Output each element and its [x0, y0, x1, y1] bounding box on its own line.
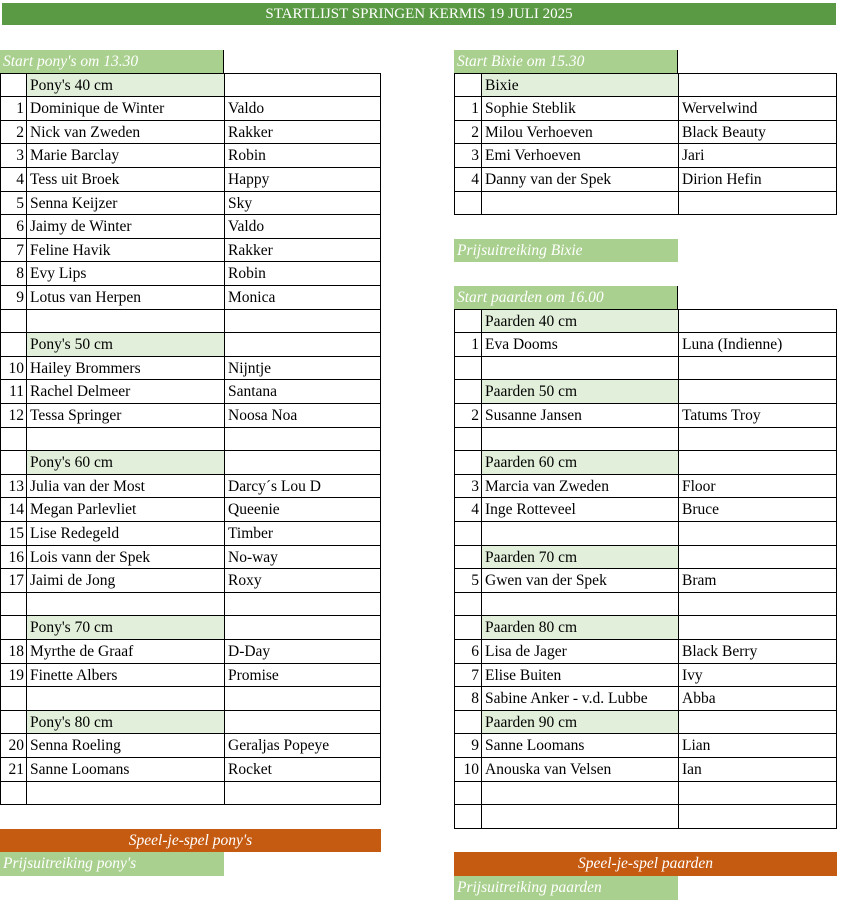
- table-row: [0, 262, 381, 286]
- category-row: [454, 380, 837, 404]
- start-number: 8: [454, 687, 481, 711]
- blank-cell: [678, 192, 837, 216]
- start-paarden-header-label: Start paarden om 16.00: [454, 286, 678, 310]
- blank-cell: [0, 687, 26, 711]
- horse-name: D-Day: [224, 640, 381, 664]
- table-row: [0, 734, 381, 758]
- num-cell: [454, 380, 481, 404]
- blank-cell: [481, 782, 678, 806]
- table-row: [454, 758, 837, 782]
- rider-name: Julia van der Most: [26, 475, 224, 499]
- blank-row: [0, 428, 381, 452]
- rider-name: Myrthe de Graaf: [26, 640, 224, 664]
- rider-name: Susanne Jansen: [481, 404, 678, 428]
- category-row: [0, 711, 381, 735]
- blank-cell: [224, 333, 381, 357]
- horse-name: Tatums Troy: [678, 404, 837, 428]
- blank-cell: [678, 74, 837, 98]
- start-number: 6: [0, 215, 26, 239]
- speel-paarden-bar: [454, 852, 837, 876]
- category-label: Paarden 40 cm: [481, 310, 678, 334]
- category-label: Pony's 50 cm: [26, 333, 224, 357]
- start-number: 3: [0, 144, 26, 168]
- horse-name: Bram: [678, 569, 837, 593]
- table-row: [0, 758, 381, 782]
- start-number: 1: [454, 97, 481, 121]
- blank-cell: [26, 310, 224, 334]
- table-row: [0, 546, 381, 570]
- rider-name: Marcia van Zweden: [481, 475, 678, 499]
- table-row: [0, 121, 381, 145]
- num-cell: [454, 310, 481, 334]
- rider-name: Lotus van Herpen: [26, 286, 224, 310]
- table-row: [454, 168, 837, 192]
- horse-name: Valdo: [224, 97, 381, 121]
- blank-cell: [678, 782, 837, 806]
- num-cell: [454, 74, 481, 98]
- num-cell: [0, 616, 26, 640]
- horse-name: Valdo: [224, 215, 381, 239]
- start-number: 3: [454, 144, 481, 168]
- blank-row: [0, 782, 381, 806]
- horse-name: Wervelwind: [678, 97, 837, 121]
- rider-name: Marie Barclay: [26, 144, 224, 168]
- table-row: [454, 569, 837, 593]
- table-row: [0, 498, 381, 522]
- start-paarden-header: [454, 286, 678, 310]
- blank-cell: [0, 593, 26, 617]
- category-label: Bixie: [481, 74, 678, 98]
- blank-row: [0, 310, 381, 334]
- rider-name: Senna Roeling: [26, 734, 224, 758]
- table-row: [0, 569, 381, 593]
- category-label: Pony's 80 cm: [26, 711, 224, 735]
- category-row: [454, 451, 837, 475]
- table-row: [0, 475, 381, 499]
- category-row: [0, 616, 381, 640]
- start-number: 18: [0, 640, 26, 664]
- rider-name: Megan Parlevliet: [26, 498, 224, 522]
- blank-cell: [678, 711, 837, 735]
- blank-cell: [678, 357, 837, 381]
- horse-name: Happy: [224, 168, 381, 192]
- category-label: Pony's 60 cm: [26, 451, 224, 475]
- page-title: STARTLIJST SPRINGEN KERMIS 19 JULI 2025: [2, 3, 836, 25]
- table-row: [454, 404, 837, 428]
- category-label: Paarden 50 cm: [481, 380, 678, 404]
- horse-name: Nijntje: [224, 357, 381, 381]
- category-row: [0, 74, 381, 98]
- start-number: 12: [0, 404, 26, 428]
- speel-ponies-bar: [0, 829, 381, 853]
- horse-name: Darcy´s Lou D: [224, 475, 381, 499]
- horse-name: Robin: [224, 262, 381, 286]
- start-number: 20: [0, 734, 26, 758]
- rider-name: Tess uit Broek: [26, 168, 224, 192]
- blank-cell: [224, 616, 381, 640]
- rider-name: Dominique de Winter: [26, 97, 224, 121]
- rider-name: Inge Rotteveel: [481, 498, 678, 522]
- blank-row: [454, 593, 837, 617]
- start-number: 4: [0, 168, 26, 192]
- blank-cell: [678, 522, 837, 546]
- rider-name: Elise Buiten: [481, 664, 678, 688]
- blank-cell: [454, 805, 481, 829]
- table-row: [454, 498, 837, 522]
- blank-cell: [224, 310, 381, 334]
- blank-cell: [224, 711, 381, 735]
- table-row: [454, 333, 837, 357]
- table-row: [454, 734, 837, 758]
- num-cell: [0, 74, 26, 98]
- horse-name: Abba: [678, 687, 837, 711]
- table-row: [0, 192, 381, 216]
- table-row: [454, 640, 837, 664]
- table-row: [454, 475, 837, 499]
- start-number: 8: [0, 262, 26, 286]
- horse-name: No-way: [224, 546, 381, 570]
- rider-name: Anouska van Velsen: [481, 758, 678, 782]
- rider-name: Gwen van der Spek: [481, 569, 678, 593]
- rider-name: Jaimy de Winter: [26, 215, 224, 239]
- blank-cell: [26, 428, 224, 452]
- blank-cell: [26, 687, 224, 711]
- start-number: 5: [0, 192, 26, 216]
- blank-cell: [481, 805, 678, 829]
- rider-name: Evy Lips: [26, 262, 224, 286]
- start-number: 15: [0, 522, 26, 546]
- horse-name: Luna (Indienne): [678, 333, 837, 357]
- table-row: [0, 168, 381, 192]
- rider-name: Jaimi de Jong: [26, 569, 224, 593]
- blank-row: [0, 687, 381, 711]
- category-label: Paarden 90 cm: [481, 711, 678, 735]
- start-number: 2: [454, 404, 481, 428]
- rider-name: Lois vann der Spek: [26, 546, 224, 570]
- start-number: 14: [0, 498, 26, 522]
- prijs-ponies-bar: [0, 852, 224, 876]
- blank-cell: [481, 357, 678, 381]
- blank-cell: [224, 782, 381, 806]
- start-number: 6: [454, 640, 481, 664]
- horse-name: Ian: [678, 758, 837, 782]
- speel-paarden-label: Speel-je-spel paarden: [454, 852, 837, 876]
- horse-name: Bruce: [678, 498, 837, 522]
- category-label: Paarden 60 cm: [481, 451, 678, 475]
- rider-name: Sophie Steblik: [481, 97, 678, 121]
- start-number: 2: [454, 121, 481, 145]
- horse-name: Rakker: [224, 121, 381, 145]
- table-row: [454, 687, 837, 711]
- start-number: 16: [0, 546, 26, 570]
- start-number: 4: [454, 498, 481, 522]
- horse-name: Timber: [224, 522, 381, 546]
- horse-name: Geraljas Popeye: [224, 734, 381, 758]
- blank-cell: [0, 428, 26, 452]
- rider-name: Hailey Brommers: [26, 357, 224, 381]
- blank-cell: [454, 192, 481, 216]
- category-row: [0, 451, 381, 475]
- blank-cell: [26, 782, 224, 806]
- table-row: [0, 380, 381, 404]
- table-row: [454, 97, 837, 121]
- rider-name: Sanne Loomans: [481, 734, 678, 758]
- category-row: [454, 616, 837, 640]
- horse-name: Santana: [224, 380, 381, 404]
- prijs-ponies-label: Prijsuitreiking pony's: [0, 852, 224, 876]
- table-row: [0, 286, 381, 310]
- blank-cell: [224, 74, 381, 98]
- horse-name: Queenie: [224, 498, 381, 522]
- blank-row: [454, 428, 837, 452]
- blank-cell: [454, 522, 481, 546]
- category-row: [0, 333, 381, 357]
- table-row: [0, 239, 381, 263]
- horse-name: Floor: [678, 475, 837, 499]
- blank-row: [454, 192, 837, 216]
- num-cell: [454, 451, 481, 475]
- num-cell: [0, 333, 26, 357]
- start-number: 7: [454, 664, 481, 688]
- horse-name: Rocket: [224, 758, 381, 782]
- blank-cell: [224, 451, 381, 475]
- category-label: Paarden 70 cm: [481, 546, 678, 570]
- start-number: 10: [454, 758, 481, 782]
- num-cell: [454, 616, 481, 640]
- horse-name: Lian: [678, 734, 837, 758]
- blank-cell: [0, 782, 26, 806]
- rider-name: Rachel Delmeer: [26, 380, 224, 404]
- category-label: Pony's 40 cm: [26, 74, 224, 98]
- horse-name: Monica: [224, 286, 381, 310]
- table-row: [0, 215, 381, 239]
- start-number: 10: [0, 357, 26, 381]
- blank-cell: [224, 593, 381, 617]
- rider-name: Lise Redegeld: [26, 522, 224, 546]
- blank-cell: [481, 192, 678, 216]
- blank-row: [454, 357, 837, 381]
- num-cell: [0, 711, 26, 735]
- blank-cell: [224, 428, 381, 452]
- horse-name: Rakker: [224, 239, 381, 263]
- start-number: 5: [454, 569, 481, 593]
- start-number: 1: [0, 97, 26, 121]
- rider-name: Milou Verhoeven: [481, 121, 678, 145]
- table-row: [454, 664, 837, 688]
- start-bixie-header: [454, 50, 678, 74]
- category-label: Pony's 70 cm: [26, 616, 224, 640]
- blank-cell: [454, 428, 481, 452]
- blank-cell: [481, 428, 678, 452]
- category-row: [454, 546, 837, 570]
- blank-cell: [678, 310, 837, 334]
- num-cell: [454, 546, 481, 570]
- rider-name: Emi Verhoeven: [481, 144, 678, 168]
- blank-row: [454, 805, 837, 829]
- horse-name: Roxy: [224, 569, 381, 593]
- prijs-bixie-label: Prijsuitreiking Bixie: [454, 239, 678, 263]
- speel-ponies-label: Speel-je-spel pony's: [0, 829, 381, 853]
- start-number: 9: [0, 286, 26, 310]
- table-row: [454, 121, 837, 145]
- category-row: [454, 711, 837, 735]
- horse-name: Robin: [224, 144, 381, 168]
- blank-cell: [678, 451, 837, 475]
- blank-cell: [224, 687, 381, 711]
- blank-row: [0, 593, 381, 617]
- category-row: [454, 74, 837, 98]
- horse-name: Dirion Hefin: [678, 168, 837, 192]
- blank-cell: [454, 593, 481, 617]
- table-row: [0, 664, 381, 688]
- blank-cell: [678, 428, 837, 452]
- rider-name: Tessa Springer: [26, 404, 224, 428]
- blank-cell: [454, 357, 481, 381]
- horse-name: Ivy: [678, 664, 837, 688]
- table-row: [0, 357, 381, 381]
- blank-cell: [678, 616, 837, 640]
- rider-name: Eva Dooms: [481, 333, 678, 357]
- start-number: 4: [454, 168, 481, 192]
- blank-cell: [678, 380, 837, 404]
- start-ponies-header: [0, 50, 224, 74]
- blank-cell: [481, 522, 678, 546]
- blank-cell: [678, 546, 837, 570]
- num-cell: [0, 451, 26, 475]
- start-number: 19: [0, 664, 26, 688]
- blank-row: [454, 522, 837, 546]
- rider-name: Nick van Zweden: [26, 121, 224, 145]
- rider-name: Danny van der Spek: [481, 168, 678, 192]
- blank-cell: [454, 782, 481, 806]
- table-row: [0, 522, 381, 546]
- prijs-paarden-bar: [454, 876, 678, 900]
- table-row: [0, 404, 381, 428]
- start-number: 7: [0, 239, 26, 263]
- start-bixie-header-label: Start Bixie om 15.30: [454, 50, 678, 74]
- start-number: 21: [0, 758, 26, 782]
- start-ponies-header-label: Start pony's om 13.30: [0, 50, 224, 74]
- blank-cell: [678, 593, 837, 617]
- table-row: [0, 640, 381, 664]
- blank-cell: [481, 593, 678, 617]
- start-number: 11: [0, 380, 26, 404]
- table-row: [454, 144, 837, 168]
- horse-name: Jari: [678, 144, 837, 168]
- blank-cell: [26, 593, 224, 617]
- rider-name: Finette Albers: [26, 664, 224, 688]
- rider-name: Senna Keijzer: [26, 192, 224, 216]
- rider-name: Feline Havik: [26, 239, 224, 263]
- horse-name: Noosa Noa: [224, 404, 381, 428]
- table-row: [0, 97, 381, 121]
- table-row: [0, 144, 381, 168]
- rider-name: Sanne Loomans: [26, 758, 224, 782]
- num-cell: [454, 711, 481, 735]
- rider-name: Sabine Anker - v.d. Lubbe: [481, 687, 678, 711]
- start-number: 1: [454, 333, 481, 357]
- horse-name: Black Berry: [678, 640, 837, 664]
- start-number: 2: [0, 121, 26, 145]
- category-row: [454, 310, 837, 334]
- blank-cell: [0, 310, 26, 334]
- start-number: 17: [0, 569, 26, 593]
- blank-cell: [678, 805, 837, 829]
- start-number: 9: [454, 734, 481, 758]
- blank-row: [454, 782, 837, 806]
- category-label: Paarden 80 cm: [481, 616, 678, 640]
- start-number: 13: [0, 475, 26, 499]
- horse-name: Sky: [224, 192, 381, 216]
- prijs-bixie-bar: [454, 239, 678, 263]
- prijs-paarden-label: Prijsuitreiking paarden: [454, 876, 678, 900]
- horse-name: Promise: [224, 664, 381, 688]
- start-number: 3: [454, 475, 481, 499]
- horse-name: Black Beauty: [678, 121, 837, 145]
- rider-name: Lisa de Jager: [481, 640, 678, 664]
